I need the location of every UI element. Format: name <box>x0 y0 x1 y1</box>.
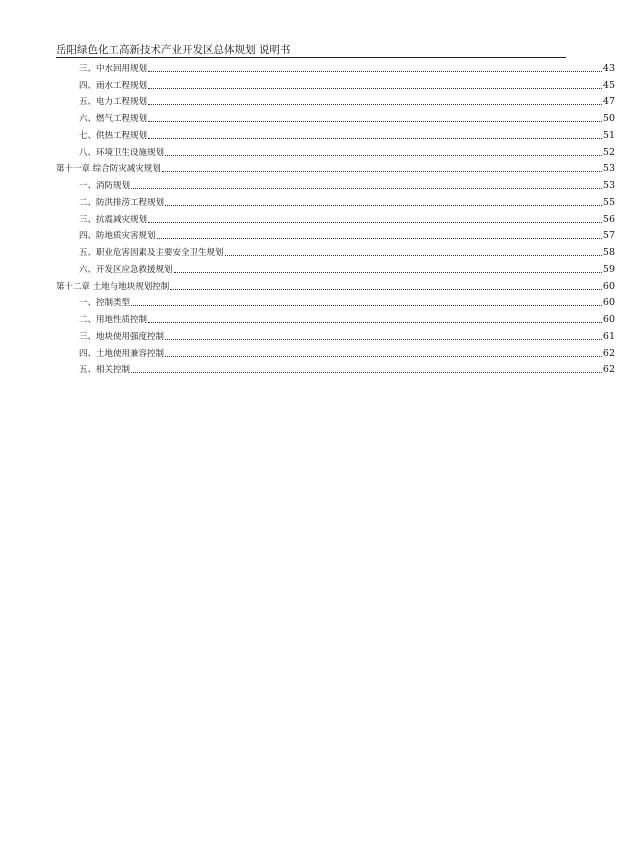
toc-entry-page: 62 <box>602 364 615 376</box>
toc-entry[interactable] <box>56 308 615 325</box>
header-title: 岳阳绿色化工高新技术产业开发区总体规划 说明书 <box>56 44 291 56</box>
dot-leader <box>148 121 602 122</box>
toc-entry[interactable] <box>56 191 615 208</box>
toc-entry-page: 43 <box>602 62 615 74</box>
dot-leader <box>148 71 602 72</box>
toc-entry-page: 53 <box>602 180 615 191</box>
toc-entry-title: 四、防地质灾害规划 <box>79 231 156 242</box>
dot-leader <box>131 372 602 373</box>
toc-entry[interactable] <box>56 208 615 225</box>
dot-leader <box>148 222 602 223</box>
dot-leader <box>225 255 602 256</box>
dot-leader <box>165 356 602 357</box>
dot-leader <box>131 305 602 306</box>
toc-entry-title: 八、环境卫生设施规划 <box>79 147 165 158</box>
dot-leader <box>165 155 602 156</box>
toc-entry-page: 56 <box>602 213 615 225</box>
toc-entry-title: 三、抗震减灾规划 <box>79 214 148 225</box>
toc-entry[interactable] <box>56 158 615 175</box>
toc-entry-title: 五、相关控制 <box>79 365 131 376</box>
toc-entry[interactable] <box>56 91 615 108</box>
toc-entry-title: 五、职业危害因素及主要安全卫生规划 <box>79 248 224 258</box>
toc-entry[interactable] <box>56 359 615 376</box>
toc-entry-title: 第十二章 土地与地块规划控制 <box>56 281 170 292</box>
toc-entry-title: 一、消防规划 <box>79 181 131 191</box>
toc-entry-title: 六、开发区应急救援规划 <box>79 264 173 275</box>
toc-entry-title: 五、电力工程规划 <box>79 97 148 108</box>
toc-entry[interactable] <box>56 241 615 258</box>
toc-entry-page: 55 <box>602 196 615 208</box>
dot-leader <box>148 104 602 105</box>
dot-leader <box>174 272 602 273</box>
table-of-contents <box>56 57 615 375</box>
toc-entry-page: 62 <box>602 347 615 359</box>
toc-entry-page: 47 <box>602 96 615 108</box>
toc-entry[interactable] <box>56 124 615 141</box>
toc-entry-page: 59 <box>602 263 615 275</box>
toc-entry-page: 52 <box>602 146 615 158</box>
toc-entry-page: 61 <box>602 330 615 342</box>
toc-entry-title: 四、雨水工程规划 <box>79 80 148 91</box>
dot-leader <box>148 322 602 323</box>
toc-entry[interactable] <box>56 225 615 242</box>
toc-entry-page: 60 <box>602 297 615 309</box>
toc-entry-page: 58 <box>602 247 615 258</box>
toc-entry[interactable] <box>56 174 615 191</box>
dot-leader <box>148 138 602 139</box>
dot-leader <box>170 289 602 290</box>
toc-entry-title: 一、控制类型 <box>79 298 131 309</box>
dot-leader <box>165 205 602 206</box>
toc-entry[interactable] <box>56 107 615 124</box>
toc-entry-title: 三、中水回用规划 <box>79 63 148 74</box>
toc-entry-page: 50 <box>602 113 615 124</box>
toc-entry[interactable] <box>56 342 615 359</box>
toc-entry[interactable] <box>56 258 615 275</box>
dot-leader <box>131 188 602 189</box>
dot-leader <box>165 339 602 340</box>
dot-leader <box>157 238 602 239</box>
toc-entry[interactable] <box>56 275 615 292</box>
toc-entry-title: 二、用地性质控制 <box>79 315 148 325</box>
toc-entry-title: 二、防洪排涝工程规划 <box>79 197 165 208</box>
toc-entry-title: 六、燃气工程规划 <box>79 114 148 124</box>
document-header <box>56 44 566 58</box>
dot-leader <box>162 171 602 172</box>
toc-entry-page: 57 <box>602 230 615 242</box>
toc-entry-title: 三、地块使用强度控制 <box>79 331 165 342</box>
toc-entry-page: 60 <box>602 314 615 325</box>
toc-entry-title: 七、供热工程规划 <box>79 130 148 141</box>
toc-entry[interactable] <box>56 325 615 342</box>
toc-entry-title: 第十一章 综合防灾减灾规划 <box>56 164 161 175</box>
toc-entry-page: 51 <box>602 129 615 141</box>
dot-leader <box>148 88 602 89</box>
toc-entry-title: 四、土地使用兼容控制 <box>79 348 165 359</box>
toc-entry[interactable] <box>56 74 615 91</box>
toc-entry-page: 60 <box>602 280 615 292</box>
toc-entry[interactable] <box>56 57 615 74</box>
toc-entry[interactable] <box>56 141 615 158</box>
toc-entry[interactable] <box>56 292 615 309</box>
toc-entry-page: 53 <box>602 163 615 175</box>
toc-entry-page: 45 <box>602 79 615 91</box>
